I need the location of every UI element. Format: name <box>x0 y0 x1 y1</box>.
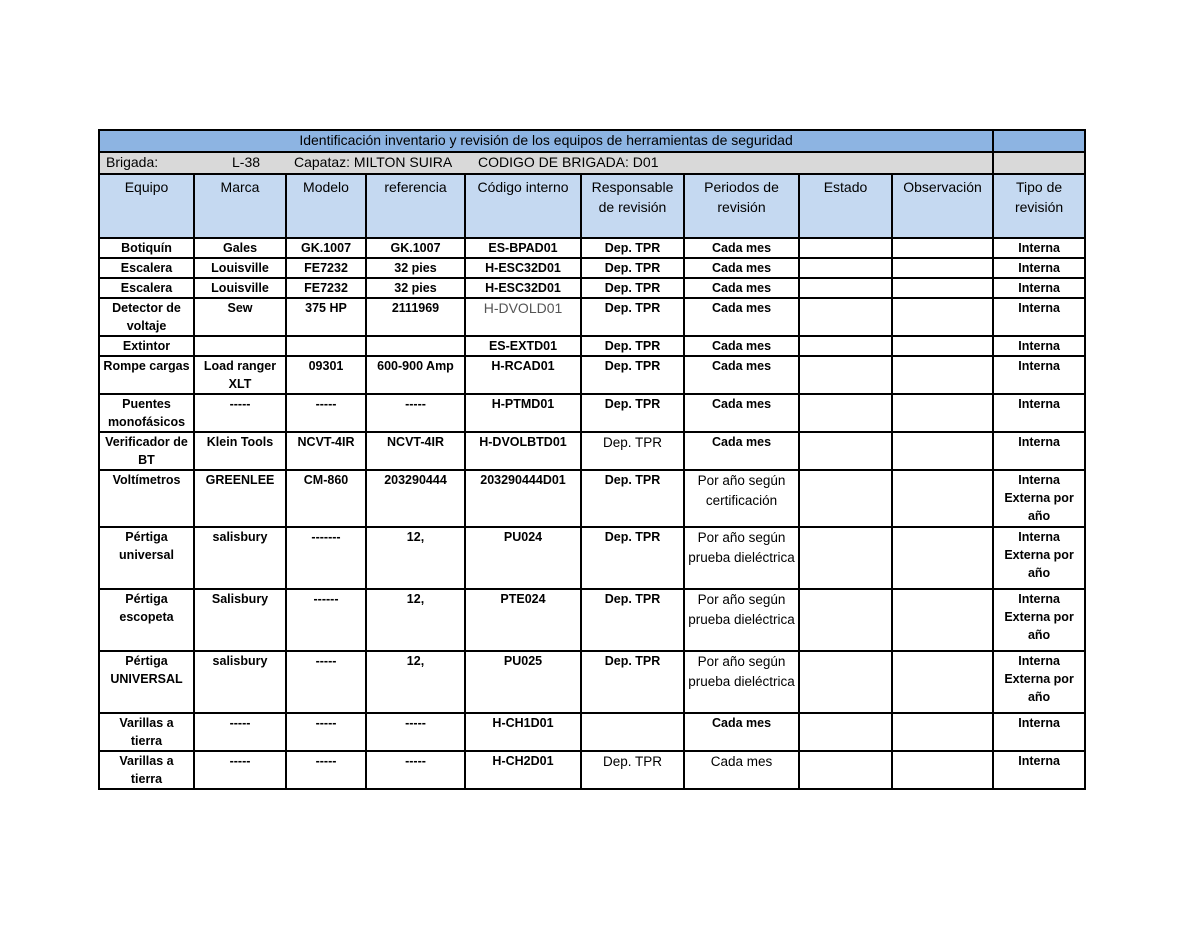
estado-cell <box>799 298 892 336</box>
periodo-cell: Cada mes <box>684 713 799 751</box>
codigo-cell: ES-BPAD01 <box>465 238 581 258</box>
estado-cell <box>799 470 892 527</box>
table-row <box>99 298 1085 336</box>
equipo-cell: Puentes monofásicos <box>99 394 194 432</box>
column-header: Tipo de revisión <box>993 174 1085 238</box>
responsable-cell: Dep. TPR <box>581 394 684 432</box>
responsable-cell: Dep. TPR <box>581 298 684 336</box>
marca-cell <box>194 336 286 356</box>
table-row <box>99 258 1085 278</box>
codigo-cell: H-PTMD01 <box>465 394 581 432</box>
codigo-cell: H-ESC32D01 <box>465 278 581 298</box>
periodo-cell: Cada mes <box>684 356 799 394</box>
table-row <box>99 394 1085 432</box>
codigo-cell: H-CH2D01 <box>465 751 581 789</box>
column-header: Marca <box>194 174 286 238</box>
observacion-cell <box>892 432 993 470</box>
observacion-cell <box>892 238 993 258</box>
responsable-cell <box>581 713 684 751</box>
referencia-cell: ----- <box>366 751 465 789</box>
column-header: Periodos de revisión <box>684 174 799 238</box>
periodo-cell: Cada mes <box>684 238 799 258</box>
periodo-cell: Cada mes <box>684 258 799 278</box>
tipo-cell: Interna <box>993 258 1085 278</box>
marca-cell: ----- <box>194 713 286 751</box>
referencia-cell: ----- <box>366 394 465 432</box>
modelo-cell: FE7232 <box>286 258 366 278</box>
referencia-cell: 12, <box>366 527 465 589</box>
referencia-cell: NCVT-4IR <box>366 432 465 470</box>
codigo-cell: H-DVOLBTD01 <box>465 432 581 470</box>
modelo-cell <box>286 336 366 356</box>
tipo-cell: Interna <box>993 713 1085 751</box>
observacion-cell <box>892 356 993 394</box>
marca-cell: ----- <box>194 394 286 432</box>
table-row <box>99 470 1085 527</box>
codigo-cell: H-DVOLD01 <box>465 298 581 336</box>
table-row <box>99 713 1085 751</box>
equipo-cell: Verificador de BT <box>99 432 194 470</box>
equipo-cell: Escalera <box>99 258 194 278</box>
table-row <box>99 356 1085 394</box>
column-header: Responsable de revisión <box>581 174 684 238</box>
equipo-cell: Detector de voltaje <box>99 298 194 336</box>
codigo-brigada-text: CODIGO DE BRIGADA: D01 <box>478 154 659 170</box>
equipo-cell: Pértiga universal <box>99 527 194 589</box>
modelo-cell: 09301 <box>286 356 366 394</box>
column-header: Observación <box>892 174 993 238</box>
modelo-cell: GK.1007 <box>286 238 366 258</box>
marca-cell: Sew <box>194 298 286 336</box>
title-blank-cell <box>993 130 1085 152</box>
equipo-cell: Botiquín <box>99 238 194 258</box>
tipo-cell: Interna Externa por año <box>993 651 1085 713</box>
equipo-cell: Rompe cargas <box>99 356 194 394</box>
marca-cell: salisbury <box>194 527 286 589</box>
estado-cell <box>799 713 892 751</box>
header-row <box>99 174 1085 238</box>
responsable-cell: Dep. TPR <box>581 278 684 298</box>
referencia-cell: 32 pies <box>366 278 465 298</box>
tipo-cell: Interna Externa por año <box>993 527 1085 589</box>
tipo-cell: Interna Externa por año <box>993 589 1085 651</box>
codigo-cell: PU024 <box>465 527 581 589</box>
estado-cell <box>799 432 892 470</box>
column-header: Estado <box>799 174 892 238</box>
marca-cell: Louisville <box>194 278 286 298</box>
table-row <box>99 432 1085 470</box>
observacion-cell <box>892 298 993 336</box>
codigo-cell: 203290444D01 <box>465 470 581 527</box>
responsable-cell: Dep. TPR <box>581 356 684 394</box>
periodo-cell: Cada mes <box>684 278 799 298</box>
estado-cell <box>799 589 892 651</box>
table-row <box>99 651 1085 713</box>
responsable-cell: Dep. TPR <box>581 651 684 713</box>
observacion-cell <box>892 713 993 751</box>
modelo-cell: CM-860 <box>286 470 366 527</box>
codigo-cell: H-ESC32D01 <box>465 258 581 278</box>
marca-cell: ----- <box>194 751 286 789</box>
table-row <box>99 527 1085 589</box>
estado-cell <box>799 356 892 394</box>
codigo-cell: ES-EXTD01 <box>465 336 581 356</box>
referencia-cell: 12, <box>366 589 465 651</box>
modelo-cell: NCVT-4IR <box>286 432 366 470</box>
marca-cell: Klein Tools <box>194 432 286 470</box>
table-row <box>99 278 1085 298</box>
codigo-cell: H-CH1D01 <box>465 713 581 751</box>
estado-cell <box>799 336 892 356</box>
tipo-cell: Interna <box>993 751 1085 789</box>
brigade-blank-cell <box>993 152 1085 174</box>
tipo-cell: Interna <box>993 238 1085 258</box>
responsable-cell: Dep. TPR <box>581 336 684 356</box>
observacion-cell <box>892 258 993 278</box>
periodo-cell: Por año según certificación <box>684 470 799 527</box>
modelo-cell: ----- <box>286 713 366 751</box>
equipo-cell: Extintor <box>99 336 194 356</box>
periodo-cell: Cada mes <box>684 298 799 336</box>
brigade-row <box>99 152 1085 174</box>
column-header: Código interno <box>465 174 581 238</box>
table-row <box>99 336 1085 356</box>
estado-cell <box>799 238 892 258</box>
referencia-cell: GK.1007 <box>366 238 465 258</box>
referencia-cell <box>366 336 465 356</box>
periodo-cell: Por año según prueba dieléctrica <box>684 527 799 589</box>
responsable-cell: Dep. TPR <box>581 470 684 527</box>
referencia-cell: 600-900 Amp <box>366 356 465 394</box>
modelo-cell: ----- <box>286 651 366 713</box>
periodo-cell: Cada mes <box>684 394 799 432</box>
observacion-cell <box>892 278 993 298</box>
observacion-cell <box>892 394 993 432</box>
responsable-cell: Dep. TPR <box>581 432 684 470</box>
periodo-cell: Cada mes <box>684 336 799 356</box>
estado-cell <box>799 651 892 713</box>
observacion-cell <box>892 651 993 713</box>
referencia-cell: 32 pies <box>366 258 465 278</box>
tipo-cell: Interna <box>993 432 1085 470</box>
responsable-cell: Dep. TPR <box>581 258 684 278</box>
equipo-cell: Varillas a tierra <box>99 751 194 789</box>
marca-cell: Gales <box>194 238 286 258</box>
estado-cell <box>799 278 892 298</box>
equipo-cell: Pértiga escopeta <box>99 589 194 651</box>
responsable-cell: Dep. TPR <box>581 589 684 651</box>
column-header: referencia <box>366 174 465 238</box>
marca-cell: salisbury <box>194 651 286 713</box>
column-header: Modelo <box>286 174 366 238</box>
title-row <box>99 130 1085 152</box>
marca-cell: Louisville <box>194 258 286 278</box>
marca-cell: GREENLEE <box>194 470 286 527</box>
tipo-cell: Interna <box>993 298 1085 336</box>
observacion-cell <box>892 527 993 589</box>
referencia-cell: 2111969 <box>366 298 465 336</box>
modelo-cell: FE7232 <box>286 278 366 298</box>
table-row <box>99 589 1085 651</box>
referencia-cell: 12, <box>366 651 465 713</box>
estado-cell <box>799 258 892 278</box>
estado-cell <box>799 527 892 589</box>
modelo-cell: ----- <box>286 394 366 432</box>
tipo-cell: Interna <box>993 336 1085 356</box>
table-row <box>99 238 1085 258</box>
marca-cell: Load ranger XLT <box>194 356 286 394</box>
estado-cell <box>799 751 892 789</box>
codigo-cell: H-RCAD01 <box>465 356 581 394</box>
codigo-cell: PTE024 <box>465 589 581 651</box>
modelo-cell: 375 HP <box>286 298 366 336</box>
table-row <box>99 751 1085 789</box>
codigo-cell: PU025 <box>465 651 581 713</box>
periodo-cell: Cada mes <box>684 432 799 470</box>
equipo-cell: Voltímetros <box>99 470 194 527</box>
estado-cell <box>799 394 892 432</box>
modelo-cell: ------- <box>286 527 366 589</box>
marca-cell: Salisbury <box>194 589 286 651</box>
referencia-cell: 203290444 <box>366 470 465 527</box>
observacion-cell <box>892 589 993 651</box>
referencia-cell: ----- <box>366 713 465 751</box>
equipo-cell: Escalera <box>99 278 194 298</box>
equipo-cell: Pértiga UNIVERSAL <box>99 651 194 713</box>
brigada-label: Brigada: <box>106 154 159 170</box>
capataz-text: Capataz: MILTON SUIRA <box>294 154 453 170</box>
responsable-cell: Dep. TPR <box>581 238 684 258</box>
inventory-table <box>98 129 1086 790</box>
brigade-info <box>99 152 993 174</box>
tipo-cell: Interna Externa por año <box>993 470 1085 527</box>
observacion-cell <box>892 470 993 527</box>
observacion-cell <box>892 336 993 356</box>
observacion-cell <box>892 751 993 789</box>
tipo-cell: Interna <box>993 356 1085 394</box>
modelo-cell: ------ <box>286 589 366 651</box>
responsable-cell: Dep. TPR <box>581 751 684 789</box>
responsable-cell: Dep. TPR <box>581 527 684 589</box>
tipo-cell: Interna <box>993 394 1085 432</box>
brigada-value: L-38 <box>232 154 261 170</box>
tipo-cell: Interna <box>993 278 1085 298</box>
periodo-cell: Cada mes <box>684 751 799 789</box>
sheet-title: Identificación inventario y revisión de los equipos de herramientas de seguridad <box>99 130 993 152</box>
periodo-cell: Por año según prueba dieléctrica <box>684 651 799 713</box>
modelo-cell: ----- <box>286 751 366 789</box>
periodo-cell: Por año según prueba dieléctrica <box>684 589 799 651</box>
column-header: Equipo <box>99 174 194 238</box>
equipo-cell: Varillas a tierra <box>99 713 194 751</box>
